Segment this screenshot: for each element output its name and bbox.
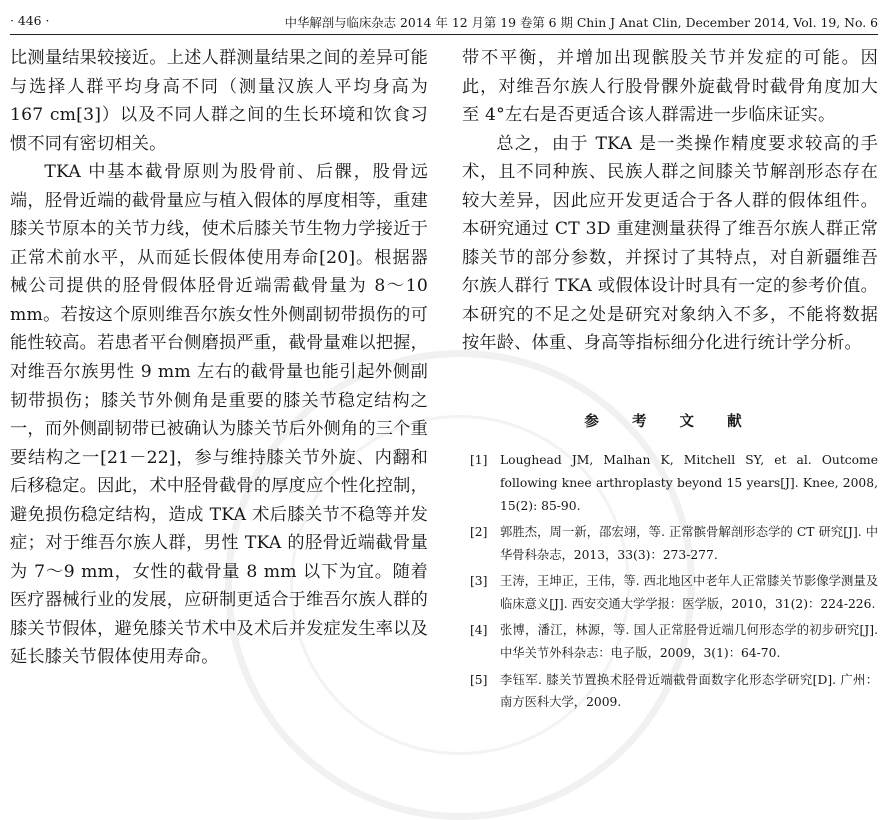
reference-item (470, 521, 878, 567)
reference-number: [1] (470, 453, 488, 467)
left-paragraph-1: 比测量结果较接近。上述人群测量结果之间的差异可能与选择人群平均身高不同（测量汉族人平均身高为 167 cm[3]）以及不同人群之间的生长环境和饮食习惯不同有密切相关。 (10, 48, 428, 154)
right-paragraph-1: 带不平衡，并增加出现髌股关节并发症的可能。因此，对维吾尔族人行股骨髁外旋截骨时截骨角度加大至 4°左右是否更适合该人群需进一步临床证实。 (462, 48, 878, 126)
page-number: · 446 · (10, 13, 50, 28)
reference-text: 郭胜杰，周一新，邵宏翊，等. 正常髌骨解剖形态学的 CT 研究[J]. 中华骨科杂志，2013，33(3)：273-277. (500, 524, 878, 562)
references-heading: 参 考 文 献 (584, 413, 756, 430)
reference-number: [2] (470, 524, 488, 539)
reference-text: 李钰军. 膝关节置换术胫骨近端截骨面数字化形态学研究[D]. 广州：南方医科大学，2009. (500, 672, 878, 710)
page-header (10, 13, 878, 35)
reference-number: [5] (470, 672, 488, 687)
reference-text: 张博，潘江，林源，等. 国人正常胫骨近端几何形态学的初步研究[J]. 中华关节外科杂志：电子版，2009，3(1)：64-70. (500, 623, 878, 661)
reference-item (470, 619, 878, 665)
reference-item (470, 570, 878, 616)
reference-number: [4] (470, 623, 488, 638)
reference-list (470, 449, 878, 718)
journal-citation-line: 中华解剖与临床杂志 2014 年 12 月第 19 卷第 6 期 Chin J Anat Clin, December 2014, Vol. 19, No. 6 (284, 15, 878, 30)
left-paragraph-2: TKA 中基本截骨原则为股骨前、后髁，股骨远端，胫骨近端的截骨量应与植入假体的厚度相等，重建膝关节原本的关节力线，使术后膝关节生物力学接近于正常术前水平，从而延长假体使用寿命[20]。根据器械公司提供的胫骨假体胫骨近端需截骨量为 8～10 mm。若按这个原则维吾尔族女性外侧副韧带损伤的可能性较高。若患者平台侧磨损严重，截骨量难以把握，对维吾尔族男性 9 mm 左右的截骨量也能引起外侧副韧带损伤；膝关节外侧角是重要的膝关节稳定结构之一，而外侧副韧带已被确认为膝关节后外侧角的三个重要结构之一[21－22]，参与维持膝关节外旋、内翻和后移稳定。因此，术中胫骨截骨的厚度应个性化控制，避免损伤稳定结构，造成 TKA 术后膝关节不稳等并发症；对于维吾尔族人群，男性 TKA 的胫骨近端截骨量为 7～9 mm，女性的截骨量 8 mm 以下为宜。随着医疗器械行业的发展，应研制更适合于维吾尔族人群的膝关节假体，避免膝关节术中及术后并发症发生率以及延长膝关节假体使用寿命。 (10, 162, 428, 668)
reference-item (470, 669, 878, 715)
right-paragraph-2: 总之，由于 TKA 是一类操作精度要求较高的手术，且不同种族、民族人群之间膝关节解剖形态存在较大差异，因此应开发更适合于各人群的假体组件。本研究通过 CT 3D 重建测量获得了维吾尔族人群正常膝关节的部分参数，并探讨了其特点，对自新疆维吾尔族人群行 TKA 或假体设计时具有一定的参考价值。本研究的不足之处是研究对象纳入不多，不能将数据按年龄、体重、身高等指标细分化进行统计学分析。 (462, 133, 878, 354)
header-rule (10, 34, 878, 35)
right-column (462, 44, 878, 358)
reference-text: 王涛，王坤正，王伟，等. 西北地区中老年人正常膝关节影像学测量及临床意义[J]. 西安交通大学学报：医学版，2010，31(2)：224-226. (500, 574, 878, 611)
reference-item (470, 449, 878, 517)
left-column (10, 44, 428, 672)
reference-number: [3] (470, 574, 488, 589)
reference-text: Loughead JM, Malhan K, Mitchell SY, et al. Outcome following knee arthroplasty beyond 15 years[J]. Knee, 2008, 15(2): 85-90. (500, 453, 878, 513)
